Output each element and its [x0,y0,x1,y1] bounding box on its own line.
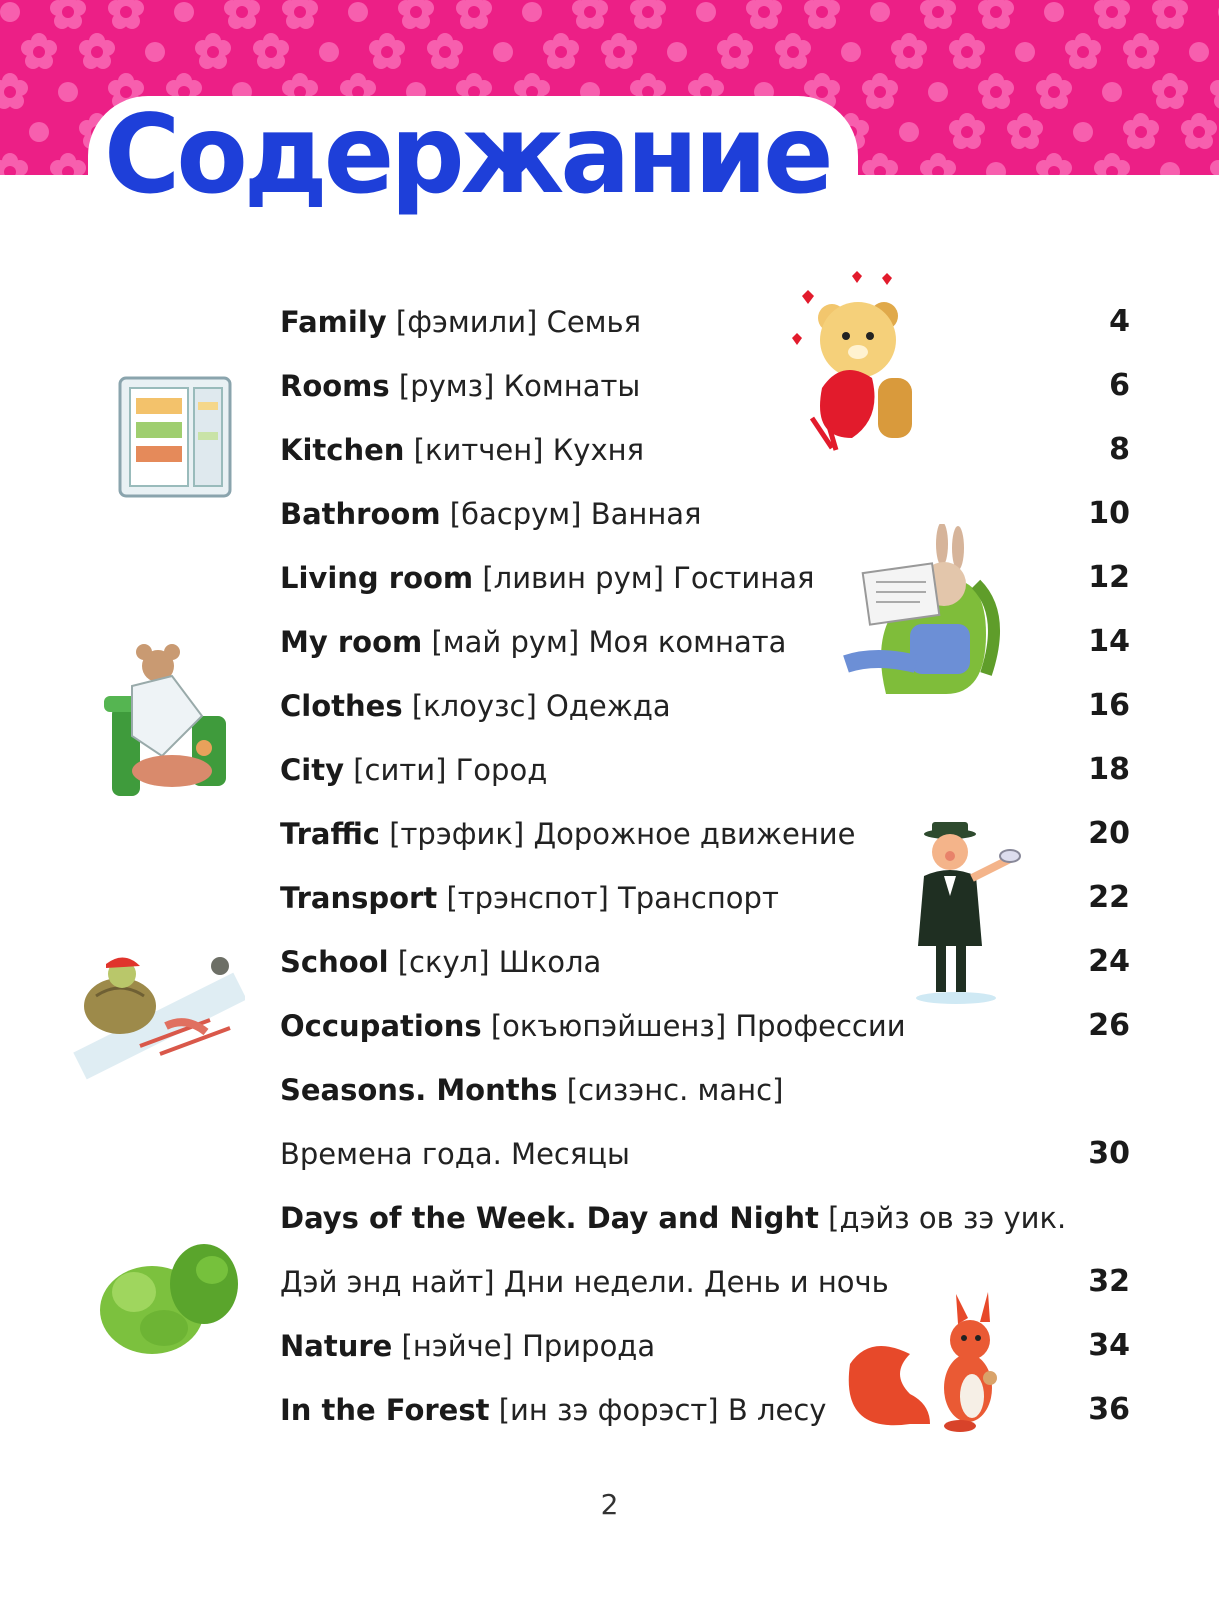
toc-english-title: Kitchen [280,433,405,467]
toc-row [280,1122,1130,1186]
toc-russian-title: Комнаты [503,369,641,403]
toc-russian-title: Времена года. Месяцы [280,1137,630,1171]
toc-transcription: [май рум] [431,625,580,659]
toc-transcription: [сити] [353,753,447,787]
toc-russian-title: Кухня [552,433,645,467]
toc-english-title: Days of the Week. Day and Night [280,1201,819,1235]
conductor-icon [906,816,1026,1006]
toc-english-title: Clothes [280,689,403,723]
toc-page-number: 16 [1088,688,1130,723]
page-number: 2 [600,1488,619,1521]
toc-english-title: Living room [280,561,474,595]
toc-russian-title: В лесу [727,1393,827,1427]
toc-english-title: Occupations [280,1009,482,1043]
turtle-skiing-icon [70,946,245,1086]
toc-page-number: 34 [1088,1328,1130,1363]
toc-english-title: Seasons. Months [280,1073,558,1107]
toc-russian-title: Школа [498,945,602,979]
toc-russian-title: Город [455,753,548,787]
toc-transcription: [китчен] [413,433,544,467]
toc-row [280,738,1130,802]
toc-page-number: 4 [1109,304,1130,339]
fridge-icon [112,372,242,502]
toc-russian-title: Одежда [545,689,671,723]
toc-russian-title: Ванная [590,497,702,531]
toc-transcription: [трэфик] [389,817,525,851]
toc-page-number: 36 [1088,1392,1130,1427]
toc-row [280,418,1130,482]
toc-english-title: Family [280,305,387,339]
toc-row [280,1186,1130,1250]
toc-transcription: [дэйз ов зэ уик. [828,1201,1067,1235]
toc-transcription: [басрум] [449,497,582,531]
toc-russian-title: Семья [546,305,642,339]
page-title: Содержание [104,89,830,219]
toc-english-title: Traffic [280,817,380,851]
toc-transcription: [фэмили] [395,305,538,339]
toc-russian-title: Моя комната [588,625,787,659]
toc-transcription: [окъюпэйшенз] [490,1009,727,1043]
toc-russian-title: Транспорт [618,881,779,915]
toc-page-number: 26 [1088,1008,1130,1043]
toc-page-number: 6 [1109,368,1130,403]
toc-transcription: [сизэнс. манс] [566,1073,784,1107]
toc-transcription: [румз] [398,369,495,403]
toc-russian-title: Гостиная [673,561,815,595]
toc-row [280,354,1130,418]
toc-page-number: 32 [1088,1264,1130,1299]
toc-page-number: 14 [1088,624,1130,659]
toc-page-number: 30 [1088,1136,1130,1171]
toc-english-title: Transport [280,881,438,915]
toc-russian-title: Профессии [735,1009,906,1043]
toc-transcription: [ливин рум] [482,561,664,595]
mouse-dressing-icon [92,636,242,801]
toc-english-title: School [280,945,389,979]
toc-english-title: In the Forest [280,1393,490,1427]
toc-page-number: 10 [1088,496,1130,531]
toc-page-number: 24 [1088,944,1130,979]
toc-page-number: 12 [1088,560,1130,595]
toc-english-title: City [280,753,344,787]
toc-russian-title: Дни недели. День и ночь [503,1265,889,1299]
title-badge [88,89,858,224]
bush-icon [94,1232,244,1362]
toc-transcription: [ин зэ форэст] [498,1393,719,1427]
toc-transcription: [клоузс] [411,689,537,723]
toc-english-title: Bathroom [280,497,441,531]
toc-page-number: 8 [1109,432,1130,467]
rabbit-reading-icon [826,524,1006,704]
toc-page-number: 22 [1088,880,1130,915]
toc-russian-title: Дорожное движение [533,817,856,851]
toc-row [280,290,1130,354]
toc-transcription: [скул] [397,945,490,979]
toc-english-title: Nature [280,1329,393,1363]
toc-transcription: [трэнспот] [446,881,609,915]
toc-russian-title: Природа [522,1329,656,1363]
toc-english-title: My room [280,625,423,659]
toc-row [280,1058,1130,1122]
toc-page-number: 20 [1088,816,1130,851]
toc-page-number: 18 [1088,752,1130,787]
teddy-bear-icon [782,268,932,468]
toc-english-title: Rooms [280,369,390,403]
squirrel-icon [840,1284,1020,1444]
toc-transcription: [нэйче] [401,1329,513,1363]
toc-transcription: Дэй энд найт] [280,1265,495,1299]
